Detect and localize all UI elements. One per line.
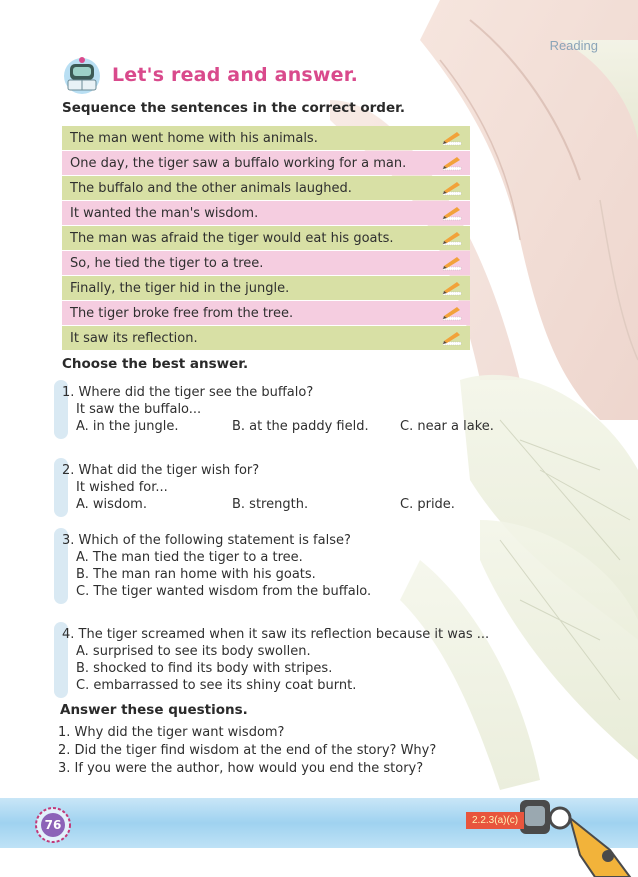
sequence-item <box>62 301 470 325</box>
option-c[interactable]: C. pride. <box>400 497 455 512</box>
standard-code: 2.2.3(a)(c) <box>466 812 524 829</box>
question-text: 1. Where did the tiger see the buffalo? <box>62 385 314 400</box>
sequence-item-text: The man was afraid the tiger would eat his goats. <box>70 230 394 246</box>
option-a[interactable]: A. The man tied the tiger to a tree. <box>76 550 303 565</box>
answer-question: 3. If you were the author, how would you end the story? <box>58 761 424 776</box>
sequence-item-text: One day, the tiger saw a buffalo working for a man. <box>70 155 407 171</box>
option-a[interactable]: A. wisdom. <box>76 497 147 512</box>
sequence-item <box>62 126 470 150</box>
question-text: 2. What did the tiger wish for? <box>62 463 260 478</box>
option-b[interactable]: B. strength. <box>232 497 309 512</box>
question-3 <box>62 532 371 600</box>
page-number: 76 <box>44 818 62 832</box>
question-stem: It saw the buffalo... <box>76 402 202 417</box>
answer-questions <box>58 724 436 778</box>
option-b[interactable]: B. shocked to find its body with stripes. <box>76 661 333 676</box>
option-c[interactable]: C. embarrassed to see its shiny coat burnt. <box>76 678 357 693</box>
sequence-item-text: The buffalo and the other animals laughed. <box>70 180 352 196</box>
answer-heading: Answer these questions. <box>60 702 248 718</box>
option-b[interactable]: B. at the paddy field. <box>232 419 369 434</box>
pencil-icon[interactable] <box>440 179 464 197</box>
question-2 <box>62 462 455 513</box>
question-stem: It wished for... <box>76 480 168 495</box>
pencil-icon[interactable] <box>440 204 464 222</box>
option-b[interactable]: B. The man ran home with his goats. <box>76 567 316 582</box>
pencil-icon[interactable] <box>440 304 464 322</box>
sequence-item <box>62 276 470 300</box>
pencil-icon[interactable] <box>440 154 464 172</box>
sequence-item <box>62 151 470 175</box>
pencil-icon[interactable] <box>440 329 464 347</box>
sequence-item-text: The man went home with his animals. <box>70 130 318 146</box>
answer-question: 1. Why did the tiger want wisdom? <box>58 725 285 740</box>
reading-robot-icon <box>58 50 106 98</box>
pencil-icon[interactable] <box>440 254 464 272</box>
sequence-item <box>62 176 470 200</box>
answer-question: 2. Did the tiger find wisdom at the end of the story? Why? <box>58 743 437 758</box>
sequence-item <box>62 326 470 350</box>
choose-heading: Choose the best answer. <box>62 356 249 372</box>
question-text: 4. The tiger screamed when it saw its reflection because it was ... <box>62 627 490 642</box>
pencil-icon[interactable] <box>440 129 464 147</box>
page-title: Let's read and answer. <box>112 64 359 86</box>
question-text: 3. Which of the following statement is false? <box>62 533 351 548</box>
question-1 <box>62 384 494 435</box>
option-a[interactable]: A. surprised to see its body swollen. <box>76 644 311 659</box>
option-c[interactable]: C. near a lake. <box>400 419 494 434</box>
sequence-item-text: The tiger broke free from the tree. <box>70 305 294 321</box>
sequence-item <box>62 201 470 225</box>
sequence-list <box>62 126 470 351</box>
option-c[interactable]: C. The tiger wanted wisdom from the buffalo. <box>76 584 372 599</box>
option-a[interactable]: A. in the jungle. <box>76 419 179 434</box>
sequence-item <box>62 226 470 250</box>
pencil-icon[interactable] <box>440 279 464 297</box>
sequence-item-text: Finally, the tiger hid in the jungle. <box>70 280 290 296</box>
pencil-icon[interactable] <box>440 229 464 247</box>
question-4 <box>62 626 489 694</box>
section-tag: Reading <box>549 38 598 53</box>
sequence-heading: Sequence the sentences in the correct order. <box>62 100 405 116</box>
sequence-item-text: So, he tied the tiger to a tree. <box>70 255 264 271</box>
sequence-item-text: It saw its reflection. <box>70 330 198 346</box>
sequence-item <box>62 251 470 275</box>
sequence-item-text: It wanted the man's wisdom. <box>70 205 259 221</box>
